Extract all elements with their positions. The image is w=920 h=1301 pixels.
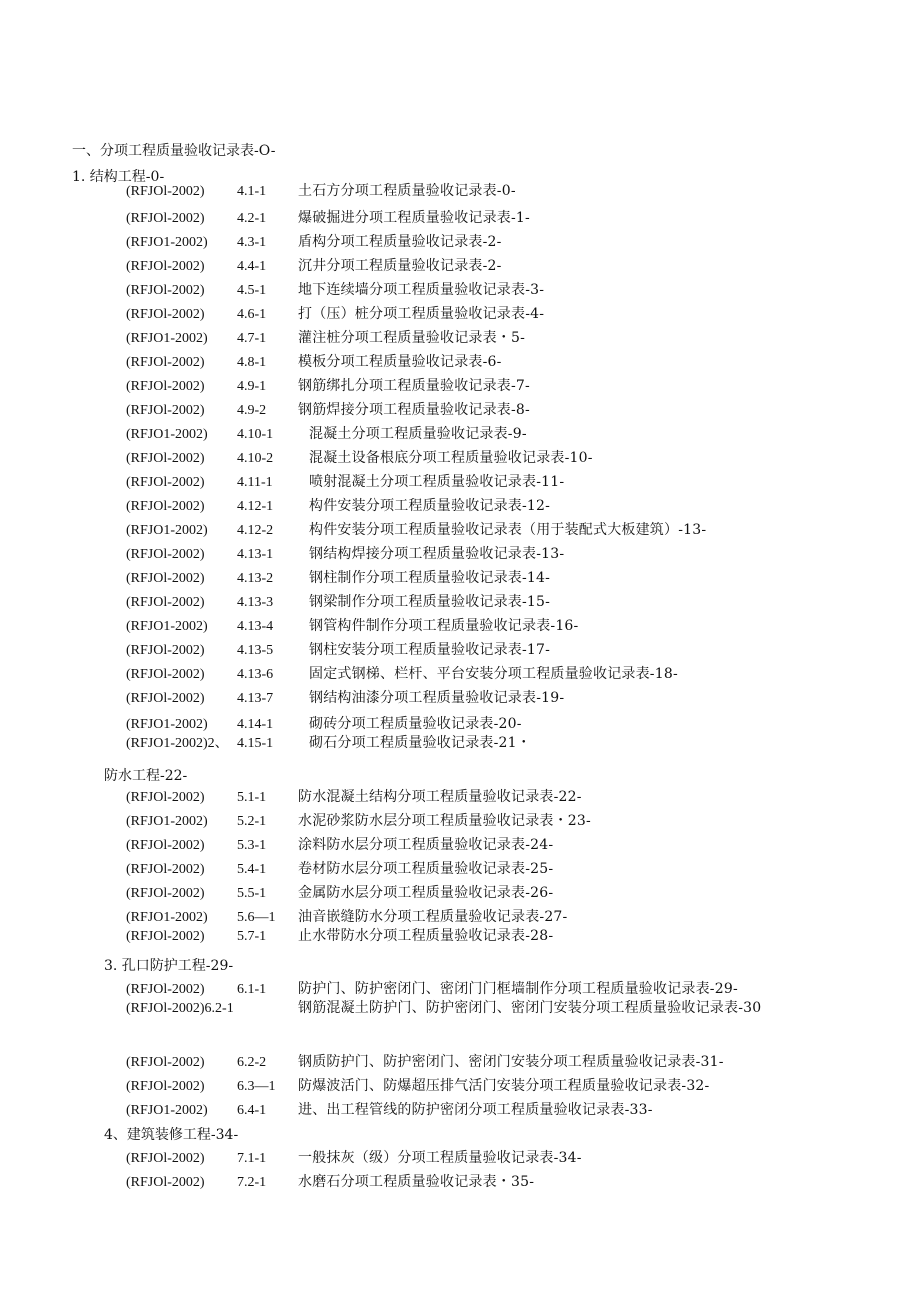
standard-code: (RFJO1-2002): [126, 523, 208, 538]
record-title: 进、出工程管线的防护密闭分项工程质量验收记录表-33-: [298, 1102, 653, 1118]
standard-code: (RFJOl-2002): [126, 691, 205, 706]
table-number: 4.8-1: [237, 355, 267, 370]
standard-code: (RFJOl-2002): [126, 886, 205, 901]
standard-code: (RFJOl-2002): [126, 667, 205, 682]
table-number: 4.1-1: [237, 184, 267, 199]
section-label: 3. 孔口防护工程-29-: [104, 958, 234, 974]
page-heading: 一、分项工程质量验收记录表-O-: [72, 143, 276, 159]
table-number: 4.12-1: [237, 499, 274, 514]
record-title: 模板分项工程质量验收记录表-6-: [298, 354, 502, 370]
standard-code: (RFJOl-2002): [126, 403, 205, 418]
standard-code: (RFJO1-2002): [126, 910, 208, 925]
standard-code: (RFJOl-2002): [126, 355, 205, 370]
table-number: 7.2-1: [237, 1175, 267, 1190]
record-title: 涂料防水层分项工程质量验收记录表-24-: [298, 837, 554, 853]
table-number: 5.1-1: [237, 790, 267, 805]
record-title: 沉井分项工程质量验收记录表-2-: [298, 258, 502, 274]
record-title: 钢结构油漆分项工程质量验收记录表-19-: [309, 690, 565, 706]
table-number: 5.2-1: [237, 814, 267, 829]
table-number: 5.4-1: [237, 862, 267, 877]
standard-code: (RFJOl-2002): [126, 547, 205, 562]
table-number: 6.3—1: [237, 1079, 276, 1094]
record-title: 金属防水层分项工程质量验收记录表-26-: [298, 885, 554, 901]
table-number: 5.5-1: [237, 886, 267, 901]
table-number: 7.1-1: [237, 1151, 267, 1166]
standard-code: (RFJOl-2002)6.2-1: [126, 1001, 234, 1016]
standard-code: (RFJOl-2002): [126, 790, 205, 805]
record-title: 土石方分项工程质量验收记录表-0-: [298, 183, 516, 199]
table-number: 4.13-7: [237, 691, 274, 706]
standard-code: (RFJOl-2002): [126, 929, 205, 944]
standard-code: (RFJOl-2002): [126, 451, 205, 466]
record-title: 钢筋混凝土防护门、防护密闭门、密闭门安装分项工程质量验收记录表-30: [298, 1000, 762, 1016]
table-number: 4.13-1: [237, 547, 274, 562]
table-number: 4.11-1: [237, 475, 273, 490]
table-number: 4.2-1: [237, 211, 267, 226]
table-number: 4.4-1: [237, 259, 267, 274]
table-number: 4.7-1: [237, 331, 267, 346]
standard-code: (RFJO1-2002): [126, 717, 208, 732]
standard-code: (RFJOl-2002): [126, 595, 205, 610]
standard-code: (RFJOl-2002): [126, 184, 205, 199]
standard-code: (RFJOl-2002): [126, 259, 205, 274]
record-title: 止水带防水分项工程质量验收记录表-28-: [298, 928, 554, 944]
section-label: 4、建筑装修工程-34-: [104, 1127, 239, 1143]
standard-code: (RFJOl-2002): [126, 862, 205, 877]
table-number: 4.13-3: [237, 595, 274, 610]
record-title: 卷材防水层分项工程质量验收记录表-25-: [298, 861, 554, 877]
record-title: 爆破掘进分项工程质量验收记录表-1-: [298, 210, 530, 226]
standard-code: (RFJOl-2002): [126, 643, 205, 658]
section-label: 防水工程-22-: [104, 768, 188, 784]
table-number: 4.6-1: [237, 307, 267, 322]
record-title: 钢质防护门、防护密闭门、密闭门安装分项工程质量验收记录表-31-: [298, 1054, 724, 1070]
record-title: 砌石分项工程质量验收记录表-21・: [309, 735, 531, 751]
standard-code: (RFJOl-2002): [126, 571, 205, 586]
record-title: 油音嵌缝防水分项工程质量验收记录表-27-: [298, 909, 568, 925]
record-title: 一般抹灰（级）分项工程质量验收记录表-34-: [298, 1150, 582, 1166]
table-number: 5.7-1: [237, 929, 267, 944]
record-title: 构件安装分项工程质量验收记录表（用于装配式大板建筑）-13-: [309, 522, 707, 538]
record-title: 钢管构件制作分项工程质量验收记录表-16-: [309, 618, 579, 634]
standard-code: (RFJOl-2002): [126, 283, 205, 298]
table-number: 5.3-1: [237, 838, 267, 853]
record-title: 钢梁制作分项工程质量验收记录表-15-: [309, 594, 551, 610]
record-title: 水泥砂浆防水层分项工程质量验收记录表・23-: [298, 813, 591, 829]
record-title: 固定式钢梯、栏杆、平台安装分项工程质量验收记录表-18-: [309, 666, 678, 682]
record-title: 钢结构焊接分项工程质量验收记录表-13-: [309, 546, 565, 562]
table-number: 6.2-2: [237, 1055, 267, 1070]
standard-code: (RFJO1-2002): [126, 235, 208, 250]
record-title: 钢柱制作分项工程质量验收记录表-14-: [309, 570, 551, 586]
record-title: 喷射混凝土分项工程质量验收记录表-11-: [309, 474, 565, 490]
table-number: 4.3-1: [237, 235, 267, 250]
table-number: 4.13-2: [237, 571, 274, 586]
standard-code: (RFJO1-2002): [126, 1103, 208, 1118]
record-title: 钢筋焊接分项工程质量验收记录表-8-: [298, 402, 530, 418]
record-title: 盾构分项工程质量验收记录表-2-: [298, 234, 502, 250]
standard-code: (RFJOl-2002): [126, 1151, 205, 1166]
table-number: 4.15-1: [237, 736, 274, 751]
record-title: 钢筋绑扎分项工程质量验收记录表-7-: [298, 378, 530, 394]
section-label: 1. 结构工程-0-: [72, 169, 165, 185]
table-number: 4.10-1: [237, 427, 274, 442]
record-title: 防爆波活门、防爆超压排气活门安装分项工程质量验收记录表-32-: [298, 1078, 710, 1094]
standard-code: (RFJO1-2002): [126, 814, 208, 829]
standard-code: (RFJOl-2002): [126, 1175, 205, 1190]
record-title: 防水混凝土结构分项工程质量验收记录表-22-: [298, 789, 582, 805]
standard-code: (RFJOl-2002): [126, 838, 205, 853]
table-number: 4.14-1: [237, 717, 274, 732]
record-title: 灌注桩分项工程质量验收记录表・5-: [298, 330, 526, 346]
standard-code: (RFJOl-2002): [126, 475, 205, 490]
standard-code: (RFJOl-2002): [126, 499, 205, 514]
record-title: 砌砖分项工程质量验收记录表-20-: [309, 716, 522, 732]
record-title: 打（压）桩分项工程质量验收记录表-4-: [298, 306, 545, 322]
table-number: 6.1-1: [237, 982, 267, 997]
table-number: 4.9-1: [237, 379, 267, 394]
standard-code: (RFJOl-2002): [126, 1079, 205, 1094]
standard-code: (RFJO1-2002): [126, 619, 208, 634]
record-title: 混凝土设备根底分项工程质量验收记录表-10-: [309, 450, 593, 466]
standard-code: (RFJOl-2002): [126, 211, 205, 226]
table-number: 6.4-1: [237, 1103, 267, 1118]
standard-code: (RFJO1-2002): [126, 331, 208, 346]
record-title: 混凝土分项工程质量验收记录表-9-: [309, 426, 527, 442]
standard-code: (RFJOl-2002): [126, 379, 205, 394]
standard-code: (RFJOl-2002): [126, 307, 205, 322]
table-number: 4.12-2: [237, 523, 274, 538]
table-number: 5.6—1: [237, 910, 276, 925]
record-title: 水磨石分项工程质量验收记录表・35-: [298, 1174, 535, 1190]
record-title: 钢柱安装分项工程质量验收记录表-17-: [309, 642, 551, 658]
record-title: 防护门、防护密闭门、密闭门门框墙制作分项工程质量验收记录表-29-: [298, 981, 738, 997]
table-number: 4.9-2: [237, 403, 267, 418]
standard-code: (RFJO1-2002)2、: [126, 736, 229, 751]
table-number: 4.13-6: [237, 667, 274, 682]
standard-code: (RFJOl-2002): [126, 982, 205, 997]
table-number: 4.13-4: [237, 619, 274, 634]
table-number: 4.13-5: [237, 643, 274, 658]
standard-code: (RFJOl-2002): [126, 1055, 205, 1070]
standard-code: (RFJO1-2002): [126, 427, 208, 442]
record-title: 构件安装分项工程质量验收记录表-12-: [309, 498, 551, 514]
table-number: 4.10-2: [237, 451, 274, 466]
record-title: 地下连续墙分项工程质量验收记录表-3-: [298, 282, 545, 298]
table-number: 4.5-1: [237, 283, 267, 298]
